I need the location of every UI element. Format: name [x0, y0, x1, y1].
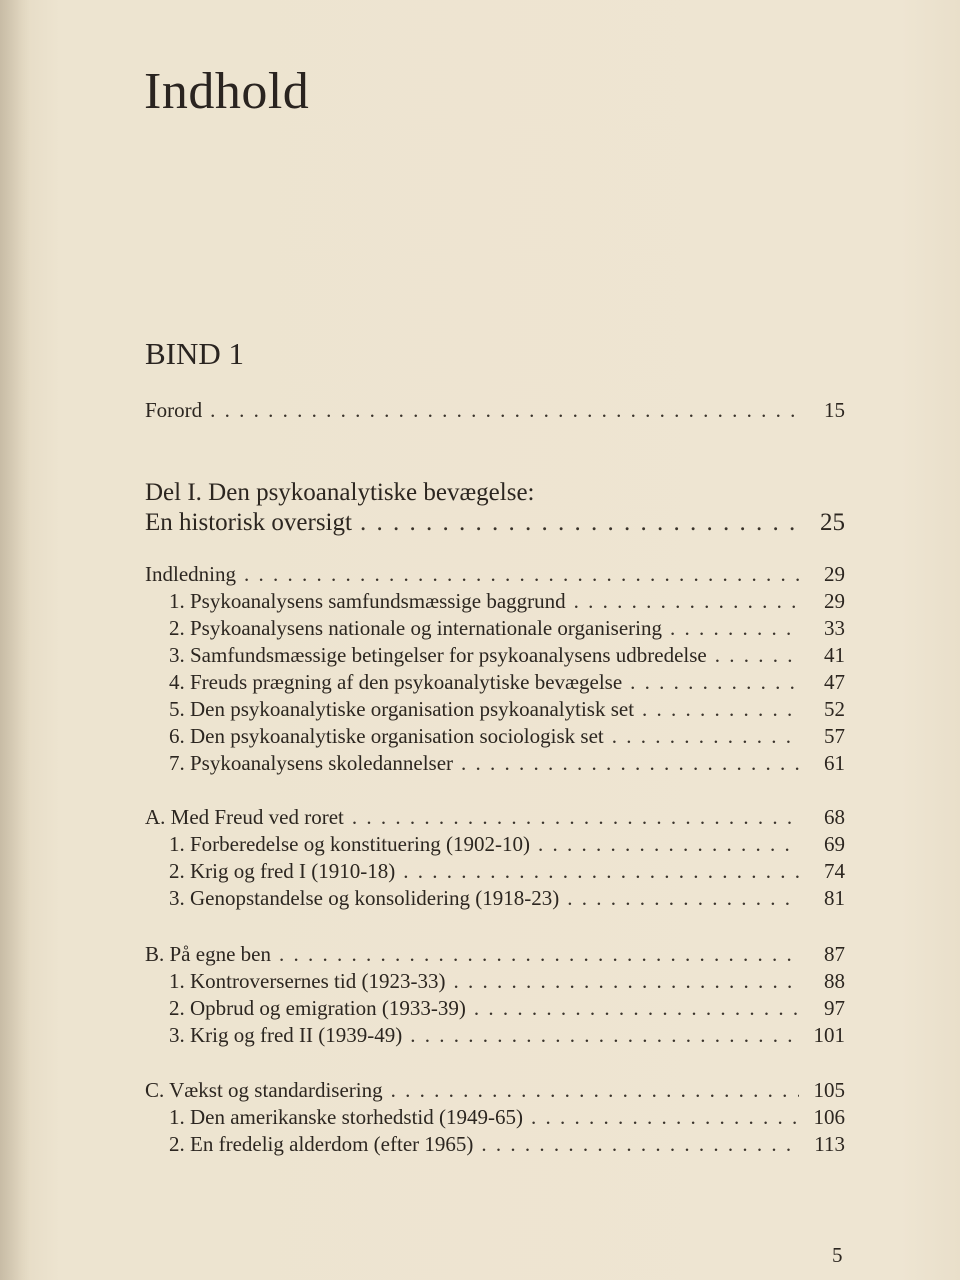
gutter-shadow	[0, 0, 30, 1280]
leader-dots	[531, 1104, 799, 1131]
leader-dots	[391, 1077, 799, 1104]
toc-entry-page: 47	[824, 670, 845, 694]
toc-section-heading	[145, 941, 845, 968]
leader-dots	[403, 858, 799, 885]
toc-entry-page: 105	[813, 1078, 845, 1102]
toc-entry-page: 41	[824, 643, 845, 667]
leader-dots	[630, 669, 799, 696]
toc-entry	[145, 995, 845, 1022]
toc-entry	[145, 723, 845, 750]
toc-entry-page: 97	[824, 996, 845, 1020]
leader-dots	[244, 561, 799, 588]
toc-entry-page: 88	[824, 969, 845, 993]
part-title-line1: Del I. Den psykoanalytiske bevægelse:	[145, 479, 535, 506]
toc-entry-label: B. På egne ben	[145, 942, 271, 966]
toc-entry-page: 57	[824, 724, 845, 748]
toc-entry	[145, 669, 845, 696]
toc-entry-label: 1. Psykoanalysens samfundsmæssige baggrund	[169, 589, 566, 613]
toc-entry	[145, 615, 845, 642]
toc-entry-label: 2. Krig og fred I (1910-18)	[169, 859, 396, 883]
toc-section-indledning	[145, 561, 845, 777]
page-title: Indhold	[144, 63, 310, 120]
toc-entry	[145, 1131, 845, 1158]
toc-entry-page: 69	[824, 832, 845, 856]
leader-dots	[567, 885, 799, 912]
toc-entry-label: 3. Genopstandelse og konsolidering (1918-23)	[169, 886, 560, 910]
toc-entry-label: 1. Forberedelse og konstituering (1902-10)	[169, 832, 531, 856]
part-title-line2: En historisk oversigt	[145, 509, 352, 536]
toc-entry-page: 106	[813, 1105, 845, 1129]
leader-dots	[474, 995, 799, 1022]
toc-entry	[145, 858, 845, 885]
toc-entry-page: 101	[813, 1023, 845, 1047]
toc-section-c	[145, 1077, 845, 1158]
toc-entry-label: Forord	[145, 398, 203, 422]
leader-dots	[410, 1022, 799, 1049]
toc-entry-page: 74	[824, 859, 845, 883]
toc-entry-label: 1. Kontroversernes tid (1923-33)	[169, 969, 446, 993]
toc-entry	[145, 831, 845, 858]
toc-section-heading	[145, 561, 845, 588]
leader-dots	[481, 1131, 799, 1158]
toc-section-heading	[145, 1077, 845, 1104]
leader-dots	[642, 696, 799, 723]
leader-dots	[461, 750, 799, 777]
leader-dots	[453, 968, 799, 995]
toc-entry-label: 5. Den psykoanalytiske organisation psykoanalytisk set	[169, 697, 635, 721]
toc-entry-page: 81	[824, 886, 845, 910]
toc-entry	[145, 397, 845, 424]
volume-heading: BIND 1	[145, 336, 245, 371]
leader-dots	[352, 804, 799, 831]
toc-entry	[145, 1022, 845, 1049]
toc-entry-label: 1. Den amerikanske storhedstid (1949-65)	[169, 1105, 523, 1129]
toc-entry-label: C. Vækst og standardisering	[145, 1078, 383, 1102]
toc-entry-page: 68	[824, 805, 845, 829]
toc-entry-label: Indledning	[145, 562, 236, 586]
toc-entry	[145, 588, 845, 615]
toc-entry	[145, 968, 845, 995]
toc-entry-page: 25	[820, 509, 845, 536]
toc-entry-label: A. Med Freud ved roret	[145, 805, 344, 829]
toc-entry-page: 61	[824, 751, 845, 775]
toc-section-heading	[145, 804, 845, 831]
toc-entry	[145, 508, 845, 538]
toc-entry-label: 3. Krig og fred II (1939-49)	[169, 1023, 403, 1047]
leader-dots	[210, 397, 799, 424]
toc-entry-page: 113	[814, 1132, 845, 1156]
toc-entry-label: 2. Psykoanalysens nationale og internationale organisering	[169, 616, 662, 640]
page-number: 5	[832, 1243, 843, 1267]
toc-entry-page: 52	[824, 697, 845, 721]
toc-entry-label: 7. Psykoanalysens skoledannelser	[169, 751, 454, 775]
leader-dots	[612, 723, 799, 750]
toc-entry-label: 2. En fredelig alderdom (efter 1965)	[169, 1132, 474, 1156]
toc-entry	[145, 750, 845, 777]
leader-dots	[670, 615, 799, 642]
toc-forord	[145, 397, 845, 424]
toc-entry-label: 2. Opbrud og emigration (1933-39)	[169, 996, 466, 1020]
toc-section-a	[145, 804, 845, 912]
toc-entry	[145, 696, 845, 723]
toc-entry-page: 87	[824, 942, 845, 966]
leader-dots	[279, 941, 799, 968]
toc-entry-page: 29	[824, 562, 845, 586]
toc-entry-label: 6. Den psykoanalytiske organisation sociologisk set	[169, 724, 604, 748]
toc-section-b	[145, 941, 845, 1049]
toc-entry-page: 33	[824, 616, 845, 640]
leader-dots	[574, 588, 799, 615]
toc-entry-page: 29	[824, 589, 845, 613]
toc-entry	[145, 642, 845, 669]
leader-dots	[360, 508, 799, 538]
leader-dots	[538, 831, 799, 858]
toc-part	[145, 478, 845, 538]
toc-entry-label: 3. Samfundsmæssige betingelser for psykoanalysens udbredelse	[169, 643, 707, 667]
toc-entry-page: 15	[824, 398, 845, 422]
toc-entry	[145, 885, 845, 912]
toc-entry	[145, 1104, 845, 1131]
leader-dots	[715, 642, 799, 669]
toc-entry-label: 4. Freuds prægning af den psykoanalytiske bevægelse	[169, 670, 623, 694]
